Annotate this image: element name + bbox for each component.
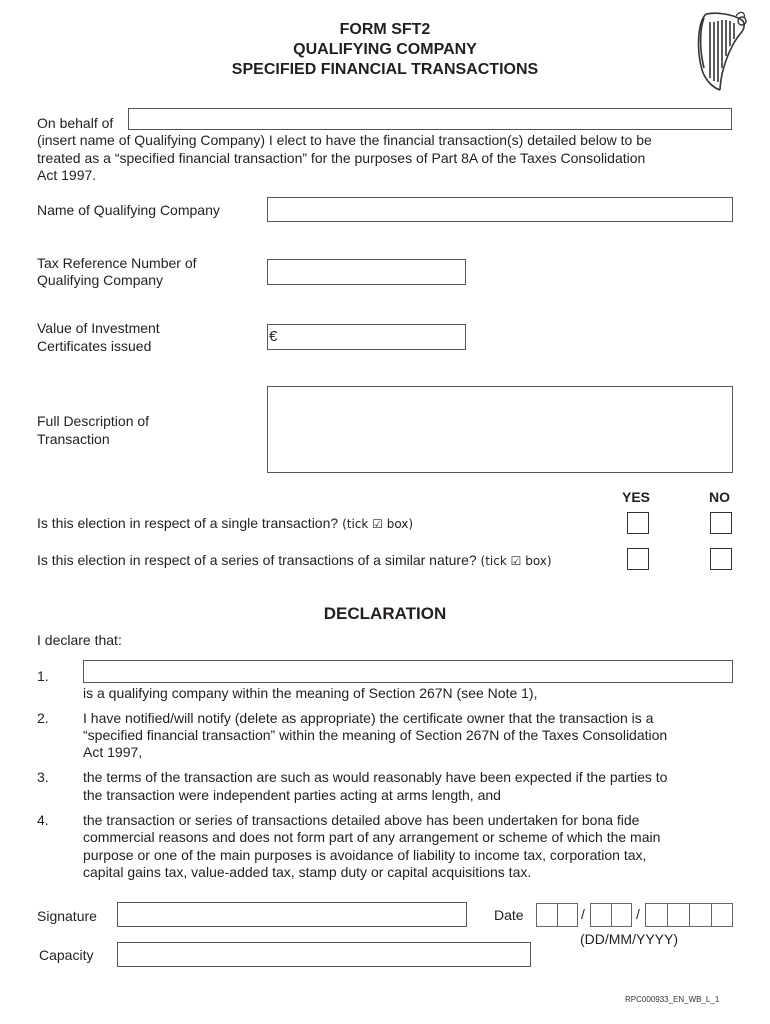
date-day-digit[interactable]	[557, 903, 578, 927]
date-separator: /	[581, 906, 585, 922]
date-day-input[interactable]	[536, 903, 578, 927]
form-reference: RPC000933_EN_WB_L_1	[625, 995, 720, 1004]
date-label: Date	[494, 907, 524, 923]
series-no-checkbox[interactable]	[710, 548, 732, 570]
series-transaction-question	[37, 552, 552, 570]
intro-text-line3: Act 1997.	[37, 167, 97, 183]
item3-line1: the terms of the transaction are such as would reasonably have been expected if the parties to	[83, 769, 668, 785]
capacity-label: Capacity	[39, 947, 94, 963]
declaration-title: DECLARATION	[323, 604, 447, 623]
description-label-line2: Transaction	[37, 431, 110, 447]
date-year-digit[interactable]	[667, 903, 689, 927]
single-no-checkbox[interactable]	[710, 512, 732, 534]
date-month-digit[interactable]	[611, 903, 632, 927]
description-label: Full Description of	[37, 413, 150, 429]
no-header: NO	[709, 489, 730, 505]
date-year-digit[interactable]	[711, 903, 733, 927]
value-input[interactable]	[267, 324, 466, 350]
date-year-digit[interactable]	[689, 903, 711, 927]
item4-line4: capital gains tax, value-added tax, stamp duty or capital acquisitions tax.	[83, 864, 532, 880]
item4-line2: commercial reasons and does not form part of any arrangement or scheme of which the main	[83, 829, 661, 845]
item2-line2: “specified financial transaction” within the meaning of Section 267N of the Taxes Consolidation	[83, 727, 668, 743]
date-year-digit[interactable]	[645, 903, 667, 927]
item4-line1: the transaction or series of transactions detailed above has been undertaken for bona fide	[83, 812, 640, 828]
signature-input[interactable]	[117, 902, 467, 927]
date-month-digit[interactable]	[590, 903, 611, 927]
tax-ref-input[interactable]	[267, 259, 466, 285]
item1-text: is a qualifying company within the meaning of Section 267N (see Note 1),	[83, 685, 538, 701]
date-month-input[interactable]	[590, 903, 632, 927]
single-yes-checkbox[interactable]	[627, 512, 649, 534]
declarant-company-input[interactable]	[83, 660, 733, 683]
item3-number: 3.	[37, 769, 49, 785]
form-heading: SPECIFIED FINANCIAL TRANSACTIONS	[231, 61, 539, 78]
on-behalf-label: On behalf of	[37, 115, 114, 131]
date-year-input[interactable]	[645, 903, 733, 927]
item2-number: 2.	[37, 710, 49, 726]
intro-text-line2: treated as a “specified financial transaction” for the purposes of Part 8A of the Taxes Consolidation	[37, 150, 646, 166]
company-name-input[interactable]	[267, 197, 733, 222]
date-format-hint: (DD/MM/YYYY)	[580, 931, 678, 947]
item2-line1: I have notified/will notify (delete as appropriate) the certificate owner that the transaction is a	[83, 710, 654, 726]
capacity-input[interactable]	[117, 942, 531, 967]
item4-line3: purpose or one of the main purposes is avoidance of liability to income tax, corporation tax,	[83, 847, 647, 863]
yes-header: YES	[622, 489, 651, 505]
value-label: Value of Investment	[37, 320, 160, 336]
tax-ref-label-line2: Qualifying Company	[37, 272, 164, 288]
series-question-text: Is this election in respect of a series of transactions of a similar nature?	[37, 552, 477, 568]
on-behalf-input[interactable]	[128, 108, 732, 130]
declaration-intro: I declare that:	[37, 632, 122, 648]
date-separator: /	[636, 906, 640, 922]
intro-text-line1: (insert name of Qualifying Company) I elect to have the financial transaction(s) detailed below to be	[37, 132, 652, 148]
item1-number: 1.	[37, 668, 49, 684]
single-tick-hint: (tick ☑ box)	[342, 517, 414, 531]
euro-symbol: €	[269, 328, 278, 345]
signature-label: Signature	[37, 908, 97, 924]
item2-line3: Act 1997,	[83, 744, 143, 760]
item4-number: 4.	[37, 812, 49, 828]
single-question-text: Is this election in respect of a single transaction?	[37, 515, 339, 531]
description-textarea[interactable]	[267, 386, 733, 473]
date-day-digit[interactable]	[536, 903, 557, 927]
series-yes-checkbox[interactable]	[627, 548, 649, 570]
series-tick-hint: (tick ☑ box)	[480, 554, 552, 568]
company-name-label: Name of Qualifying Company	[37, 202, 220, 218]
item3-line2: the transaction were independent parties acting at arms length, and	[83, 787, 501, 803]
single-transaction-question	[37, 515, 413, 533]
value-label-line2: Certificates issued	[37, 338, 152, 354]
form-subtitle: QUALIFYING COMPANY	[293, 41, 477, 58]
form-title: FORM SFT2	[339, 21, 431, 38]
tax-ref-label: Tax Reference Number of	[37, 255, 197, 271]
